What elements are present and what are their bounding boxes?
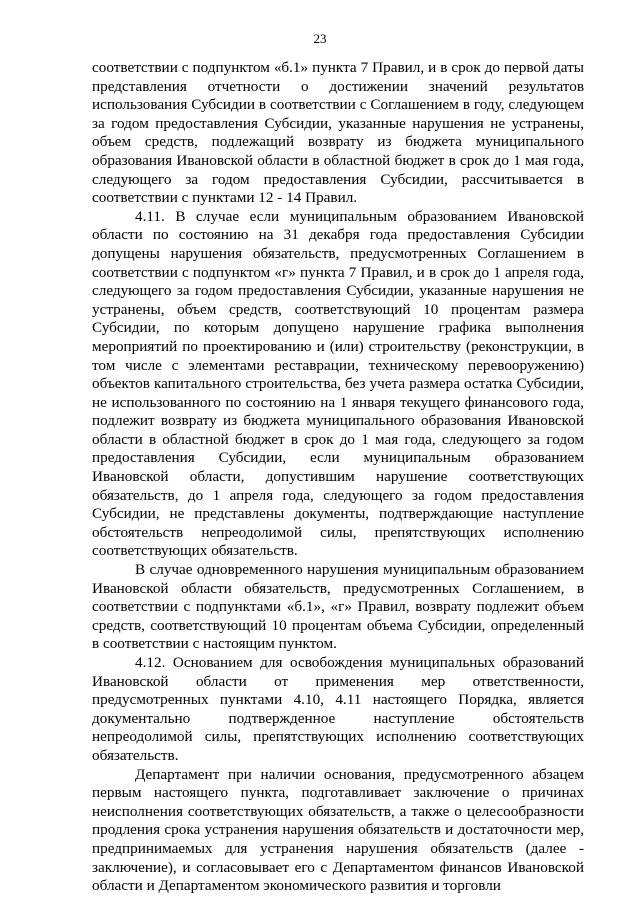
document-body [92, 59, 584, 896]
paragraph-4-11: 4.11. В случае если муниципальным образованием Ивановской области по состоянию на 31 декабря года предоставления Субсидии допущены нарушения обязательств, предусмотренных Соглашением в соответствии с подпунктом «г» пункта 7 Правил, и в срок до 1 апреля года, следующего за годом предоставления Субсидии, указанные нарушения не устранены, объем средств, соответствующий 10 процентам размера Субсидии, по которым допущено нарушение графика выполнения мероприятий по проектированию и (или) строительству (реконструкции, в том числе с элементами реставрации, техническому перевооружению) объектов капитального строительства, без учета размера остатка Субсидии, не использованного по состоянию на 1 января текущего финансового года, подлежит возврату из бюджета муниципального образования Ивановской области в областной бюджет в срок до 1 мая года, следующего за годом предоставления Субсидии, если муниципальным образованием Ивановской области, допустившим нарушение соответствующих обязательств, до 1 апреля года, следующего за годом предоставления Субсидии, не представлены документы, подтверждающие наступление обстоятельств непреодолимой силы, препятствующих исполнению соответствующих обязательств. [92, 207, 584, 560]
paragraph-simultaneous-violation: В случае одновременного нарушения муниципальным образованием Ивановской области обязательств, предусмотренных Соглашением, в соответствии с подпунктами «б.1», «г» Правил, возврату подлежит объем средств, соответствующий 10 процентам объема Субсидии, определенный в соответствии с настоящим пунктом. [92, 561, 584, 653]
page-number: 23 [313, 31, 327, 46]
paragraph-4-12: 4.12. Основанием для освобождения муниципальных образований Ивановской области от применения мер ответственности, предусмотренных пунктами 4.10, 4.11 настоящего Порядка, является документально подтвержденное наступление обстоятельств непреодолимой силы, препятствующих исполнению соответствующих обязательств. [92, 654, 584, 764]
paragraph-continuation: соответствии с подпунктом «б.1» пункта 7 Правил, и в срок до первой даты представления отчетности о достижении значений результатов использования Субсидии в соответствии с Соглашением в году, следующем за годом предоставления Субсидии, указанные нарушения не устранены, объем средств, подлежащий возврату из бюджета муниципального образования Ивановской области в областной бюджет в срок до 1 мая года, следующего за годом предоставления Субсидии, рассчитывается в соответствии с пунктами 12 - 14 Правил. [92, 59, 584, 207]
paragraph-department: Департамент при наличии основания, предусмотренного абзацем первым настоящего пункта, подготавливает заключение о причинах неисполнения соответствующих обязательств, а также о целесообразности продления срока устранения нарушения обязательств и достаточности мер, предпринимаемых для устранения нарушения обязательств (далее - заключение), и согласовывает его с Департаментом финансов Ивановской области и Департаментом экономического развития и торговли [92, 765, 584, 895]
